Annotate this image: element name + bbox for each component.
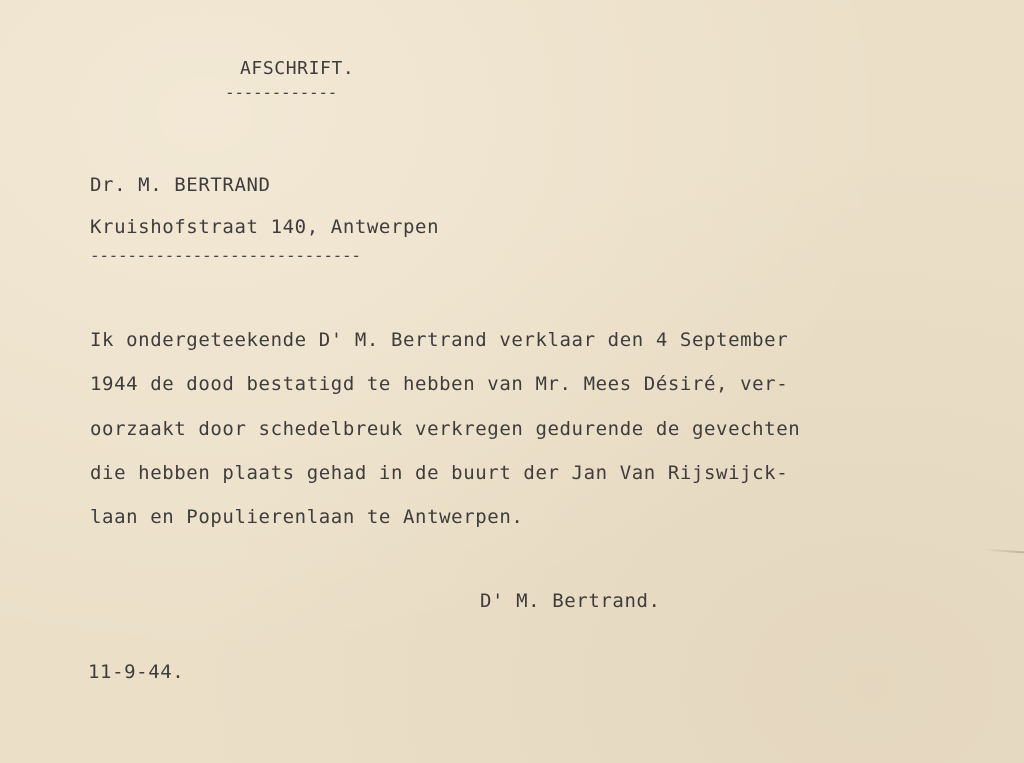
document-date: 11-9-44. [88,661,185,683]
body-line: laan en Populierenlaan te Antwerpen. [90,506,524,528]
title-underline: ------------ [225,83,337,102]
body-line: die hebben plaats gehad in de buurt der Jan Van Rijswijck- [90,462,789,484]
signature: D' M. Bertrand. [480,590,661,612]
body-line: oorzaakt door schedelbreuk verkregen gedurende de gevechten [90,418,801,440]
document-title: AFSCHRIFT. [240,58,355,79]
sender-address: Kruishofstraat 140, Antwerpen [90,216,440,238]
body-line: 1944 de dood bestatigd te hebben van Mr. Mees Désiré, ver- [90,373,789,395]
sender-name: Dr. M. BERTRAND [90,174,271,196]
paper-scratch [984,549,1024,554]
body-line: Ik ondergeteekende D' M. Bertrand verklaar den 4 September [90,329,789,351]
address-underline: ----------------------------- [90,246,361,265]
